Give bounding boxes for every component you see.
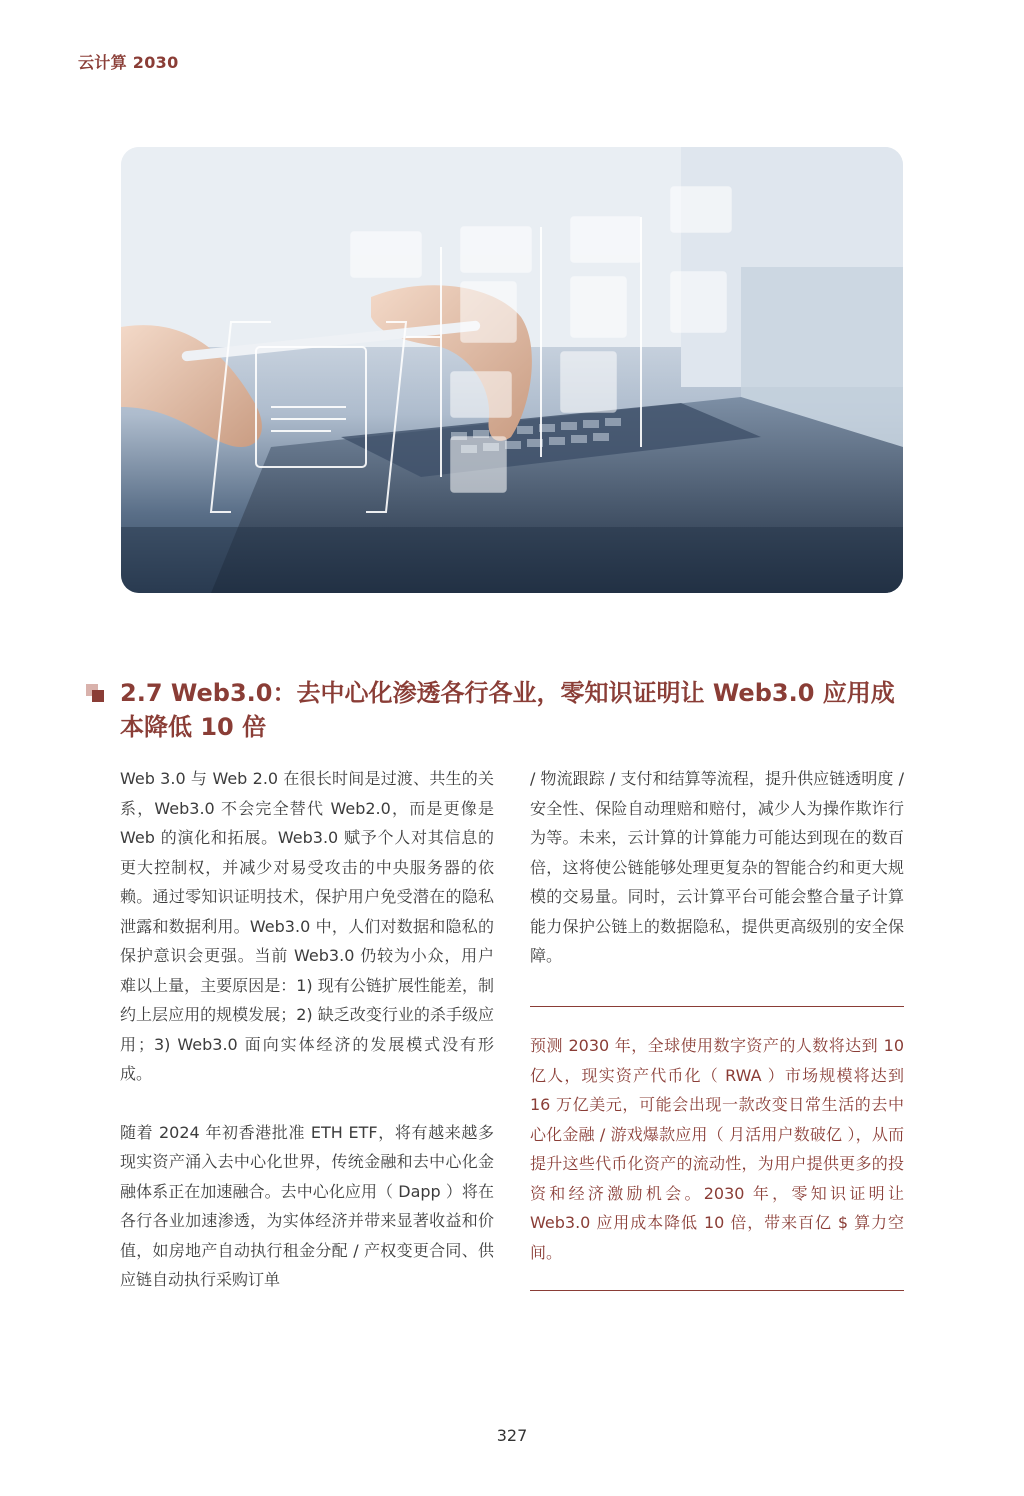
- page-number: 327: [496, 1426, 528, 1445]
- left-column: [120, 764, 494, 1295]
- highlight-top-rule: [530, 1006, 904, 1007]
- paragraph: 随着 2024 年初香港批准 ETH ETF，将有越来越多现实资产涌入去中心化世界，传统金融和去中心化金融体系正在加速融合。去中心化应用（ Dapp ）将在各行各业加速渗透，为实体经济并带来显著收益和价值，如房地产自动执行租金分配 / 产权变更合同、供应链自动执行采购订单: [120, 1122, 494, 1289]
- highlight-bottom-rule: [530, 1290, 904, 1291]
- section-title: 2.7 Web3.0：去中心化渗透各行各业，零知识证明让 Web3.0 应用成本降低 10 倍: [120, 679, 895, 741]
- section-heading: [84, 676, 914, 744]
- hero-image: [121, 147, 903, 593]
- right-column: [530, 764, 904, 971]
- section-marker-icon: [86, 684, 106, 704]
- paragraph: Web 3.0 与 Web 2.0 在很长时间是过渡、共生的关系，Web3.0 不会完全替代 Web2.0，而是更像是 Web 的演化和拓展。Web3.0 赋予个人对其信息的更大控制权，并减少对易受攻击的中央服务器的依赖。通过零知识证明技术，保护用户免受潜在的隐私泄露和数据利用。Web3.0 中，人们对数据和隐私的保护意识会更强。当前 Web3.0 仍较为小众，用户难以上量，主要原因是：1) 现有公链扩展性能差，制约上层应用的规模发展；2) 缺乏改变行业的杀手级应用；3) Web3.0 面向实体经济的发展模式没有形成。: [120, 769, 494, 1083]
- highlight-callout: 预测 2030 年，全球使用数字资产的人数将达到 10 亿人，现实资产代币化（ RWA ）市场规模将达到 16 万亿美元，可能会出现一款改变日常生活的去中心化金融 / 游戏爆款应用（ 月活用户数破亿 ），从而提升这些代币化资产的流动性，为用户提供更多的投资和经济激励机会。2030 年，零知识证明让 Web3.0 应用成本降低 10 倍，带来百亿 $ 算力空间。: [530, 1036, 904, 1262]
- running-header: 云计算 2030: [78, 53, 179, 72]
- paragraph: / 物流跟踪 / 支付和结算等流程，提升供应链透明度 / 安全性、保险自动理赔和赔付，减少人为操作欺诈行为等。未来，云计算的计算能力可能达到现在的数百倍，这将使公链能够处理更复杂的智能合约和更大规模的交易量。同时，云计算平台可能会整合量子计算能力保护公链上的数据隐私，提供更高级别的安全保障。: [530, 769, 904, 965]
